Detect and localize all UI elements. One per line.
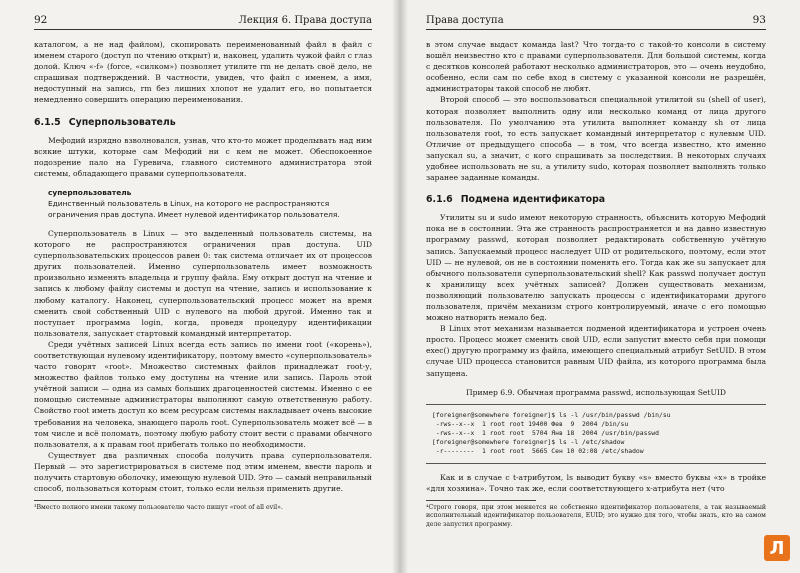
left-footnote: ³Вместо полного имени такому пользователю часто пишут «root of all evil».: [34, 504, 283, 512]
right-paragraph-3: Утилиты su и sudo имеют некоторую странность, объяснить которую Мефодий пока не в состоянии. Эта же странность распространяется и на давно известную программу passwd, которая позволяет редактировать собственную учётную запись. Запускаемый процесс наследует UID от родительского, поэтому, если этот UID — не нулевой, он не в состоянии поменять его. Тогда как же su запускает для обычного пользователя суперпользовательский shell? Как passwd получает доступ к хранилищу всех учётных записей? Должен существовать механизм, позволяющий пользователю запускать процессы с идентификаторами другого пользователя, причём механизм строго контролируемый, иначе с его помощью можно натворить немало бед.: [426, 213, 766, 323]
section-heading-6-1-5: [34, 117, 372, 128]
code-listing: [foreigner@somewhere foreigner]$ ls -l /usr/bin/passwd /bin/su -rws--x--x 1 root root 19400 Фев 9 2004 /bin/su -rws--x--x 1 root root 5704 Янв 18 2004 /usr/bin/passwd [foreigner@somewhere foreigner]$ ls -l /etc/shadow -r-------- 1 root root 5665 Сен 10 02:08 /etc/shadow: [426, 404, 766, 464]
publisher-logo-icon: Л: [764, 535, 790, 561]
left-paragraph-5: Существует два различных способа получить права суперпользователя. Первый — это зарегистрироваться в системе под этим именем, ввести пароль и получить стартовую оболочку, имеющую нулевой UID. Это — самый неправильный способ, пользоваться которым стоит, только если нельзя применить другие.: [34, 450, 372, 494]
right-paragraph-2: Второй способ — это воспользоваться специальной утилитой su (shell of user), которая позволяет выполнить одну или несколько команд от лица другого пользователя. По умолчанию эта утилита выполняет команду sh от лица пользователя root, то есть запускает командный интерпретатор с нулевым UID. Отличие от предыдущего способа — в том, что всегда известно, кто именно запускал su, а значит, с кого спрашивать за последствия. В некоторых случаях удобнее использовать не su, а утилиту sudo, которая позволяет выполнять только заранее заданные команды.: [426, 95, 766, 183]
right-paragraph-1: в этом случае выдаст команда last? Что тогда-то с такой-то консоли в систему вошёл неизвестно кто с правами суперпользователя. Для большой системы, когда с десятков консолей работают несколько администраторов, это — очень неудобно, особенно, если сам по себе вход в систему с указанной консоли не разрешён, администраторы такой способ не любят.: [426, 40, 766, 94]
right-paragraph-5: Как и в случае с t-атрибутом, ls выводит букву «s» вместо буквы «x» в тройке «для хозяина». Точно так же, если соответствующего x-атрибута нет (что: [426, 472, 766, 493]
left-footnotes: [34, 500, 372, 512]
right-page-number: 93: [752, 14, 766, 26]
footnote-rule: [426, 500, 536, 501]
right-paragraph-4: В Linux этот механизм называется подменой идентификатора и устроен очень просто. Процесс может сменить свой UID, если запустит вместо себя при помощи exec() другую программу из файла, имеющего специальный атрибут SetUID. В этом случае UID процесса становится равным UID файла, из которого программа была запущена.: [426, 324, 766, 378]
section-number: 6.1.5: [34, 116, 61, 128]
right-running-title: Права доступа: [426, 15, 504, 26]
right-footnote: ⁴Строго говоря, при этом меняется не собственно идентификатор пользователя, а так называемый исполнительный идентификатор пользователя, EUID; это нужно для того, чтобы знать, кто на самом деле запустил программу.: [426, 503, 766, 528]
section-title: Подмена идентификатора: [460, 194, 606, 206]
left-page-number: 92: [34, 14, 48, 26]
left-paragraph-1: каталогом, а не над файлом), скопировать переименованный файл в файл с именем старого (доступ по чтению открыт) и, наконец, удалить чужой файл с глаз долой. Ключ «-f» (force, «силком») позволяет утилите rm не делать своё дело, не спрашивая подтверждений. В частности, увидев, что файл с именем, а имя, недоступный на запись, rm без лишних хлопот не удалит его, но попытается немедленно совершить операцию переименования.: [34, 40, 372, 105]
footnote-rule: [34, 500, 144, 501]
section-title: Суперпользователь: [68, 116, 176, 128]
left-page-header: [34, 14, 372, 30]
right-page-header: [426, 14, 766, 30]
example-caption: Пример 6.9. Обычная программа passwd, использующая SetUID: [466, 387, 726, 397]
definition-box: [48, 187, 372, 220]
left-paragraph-3: Суперпользователь в Linux — это выделенный пользователь системы, на которого не распространяются ограничения прав доступа. UID суперпользовательских процессов равен 0: так система отличает их от процессов других пользователей. Именно суперпользователь имеет возможность произвольно изменять владельца и группу файла. Ему открыт доступ на чтение и запись к любому файлу системы и доступ на чтение, запись и использование к любому каталогу. Наконец, суперпользовательский процесс может на время сменить свой собственный UID с нулевого на любой другой. Именно так и поступает программа login, когда, проведя процедуру идентификации пользователя, запускает стартовый командный интерпретатор.: [34, 228, 372, 338]
section-heading-6-1-6: [426, 194, 766, 205]
left-paragraph-4: Среди учётных записей Linux всегда есть запись по имени root («корень»), соответствующая нулевому идентификатору, поэтому вместо «суперпользователь» часто говорят «root». Множество системных файлов принадлежат root-у, множество файлов только ему доступны на чтение или запись. Пароль этой учётной записи — одна из самых больших драгоценностей системы. Именно с ее помощью системные администраторы выполняют самую ответственную работу. Свойство root иметь доступ ко всем ресурсам системы накладывает очень высокие требования на человека, знающего пароль root. Суперпользователь может всё — в том числе и всё поломать, поэтому любую работу стоит вести с правами обычного пользователя, а к правам root прибегать только по необходимости.: [34, 339, 372, 449]
right-footnotes: [426, 500, 766, 529]
definition-body: Единственный пользователь в Linux, на которого не распространяются ограничения прав доступа. Имеет нулевой идентификатор пользователя.: [48, 198, 340, 219]
right-page: [400, 0, 800, 573]
section-number: 6.1.6: [426, 194, 453, 206]
left-running-title: Лекция 6. Права доступа: [238, 15, 372, 26]
left-paragraph-2: Мефодий изрядно взволновался, узнав, что кто-то может проделывать над ним всякие штуки, которые сам Мефодий ни с кем не может. Обеспокоенное подозрение пало на Гуревича, главного системного администратора этой системы, обладающего правами суперпользователя.: [34, 135, 372, 178]
definition-term: суперпользователь: [48, 187, 132, 197]
